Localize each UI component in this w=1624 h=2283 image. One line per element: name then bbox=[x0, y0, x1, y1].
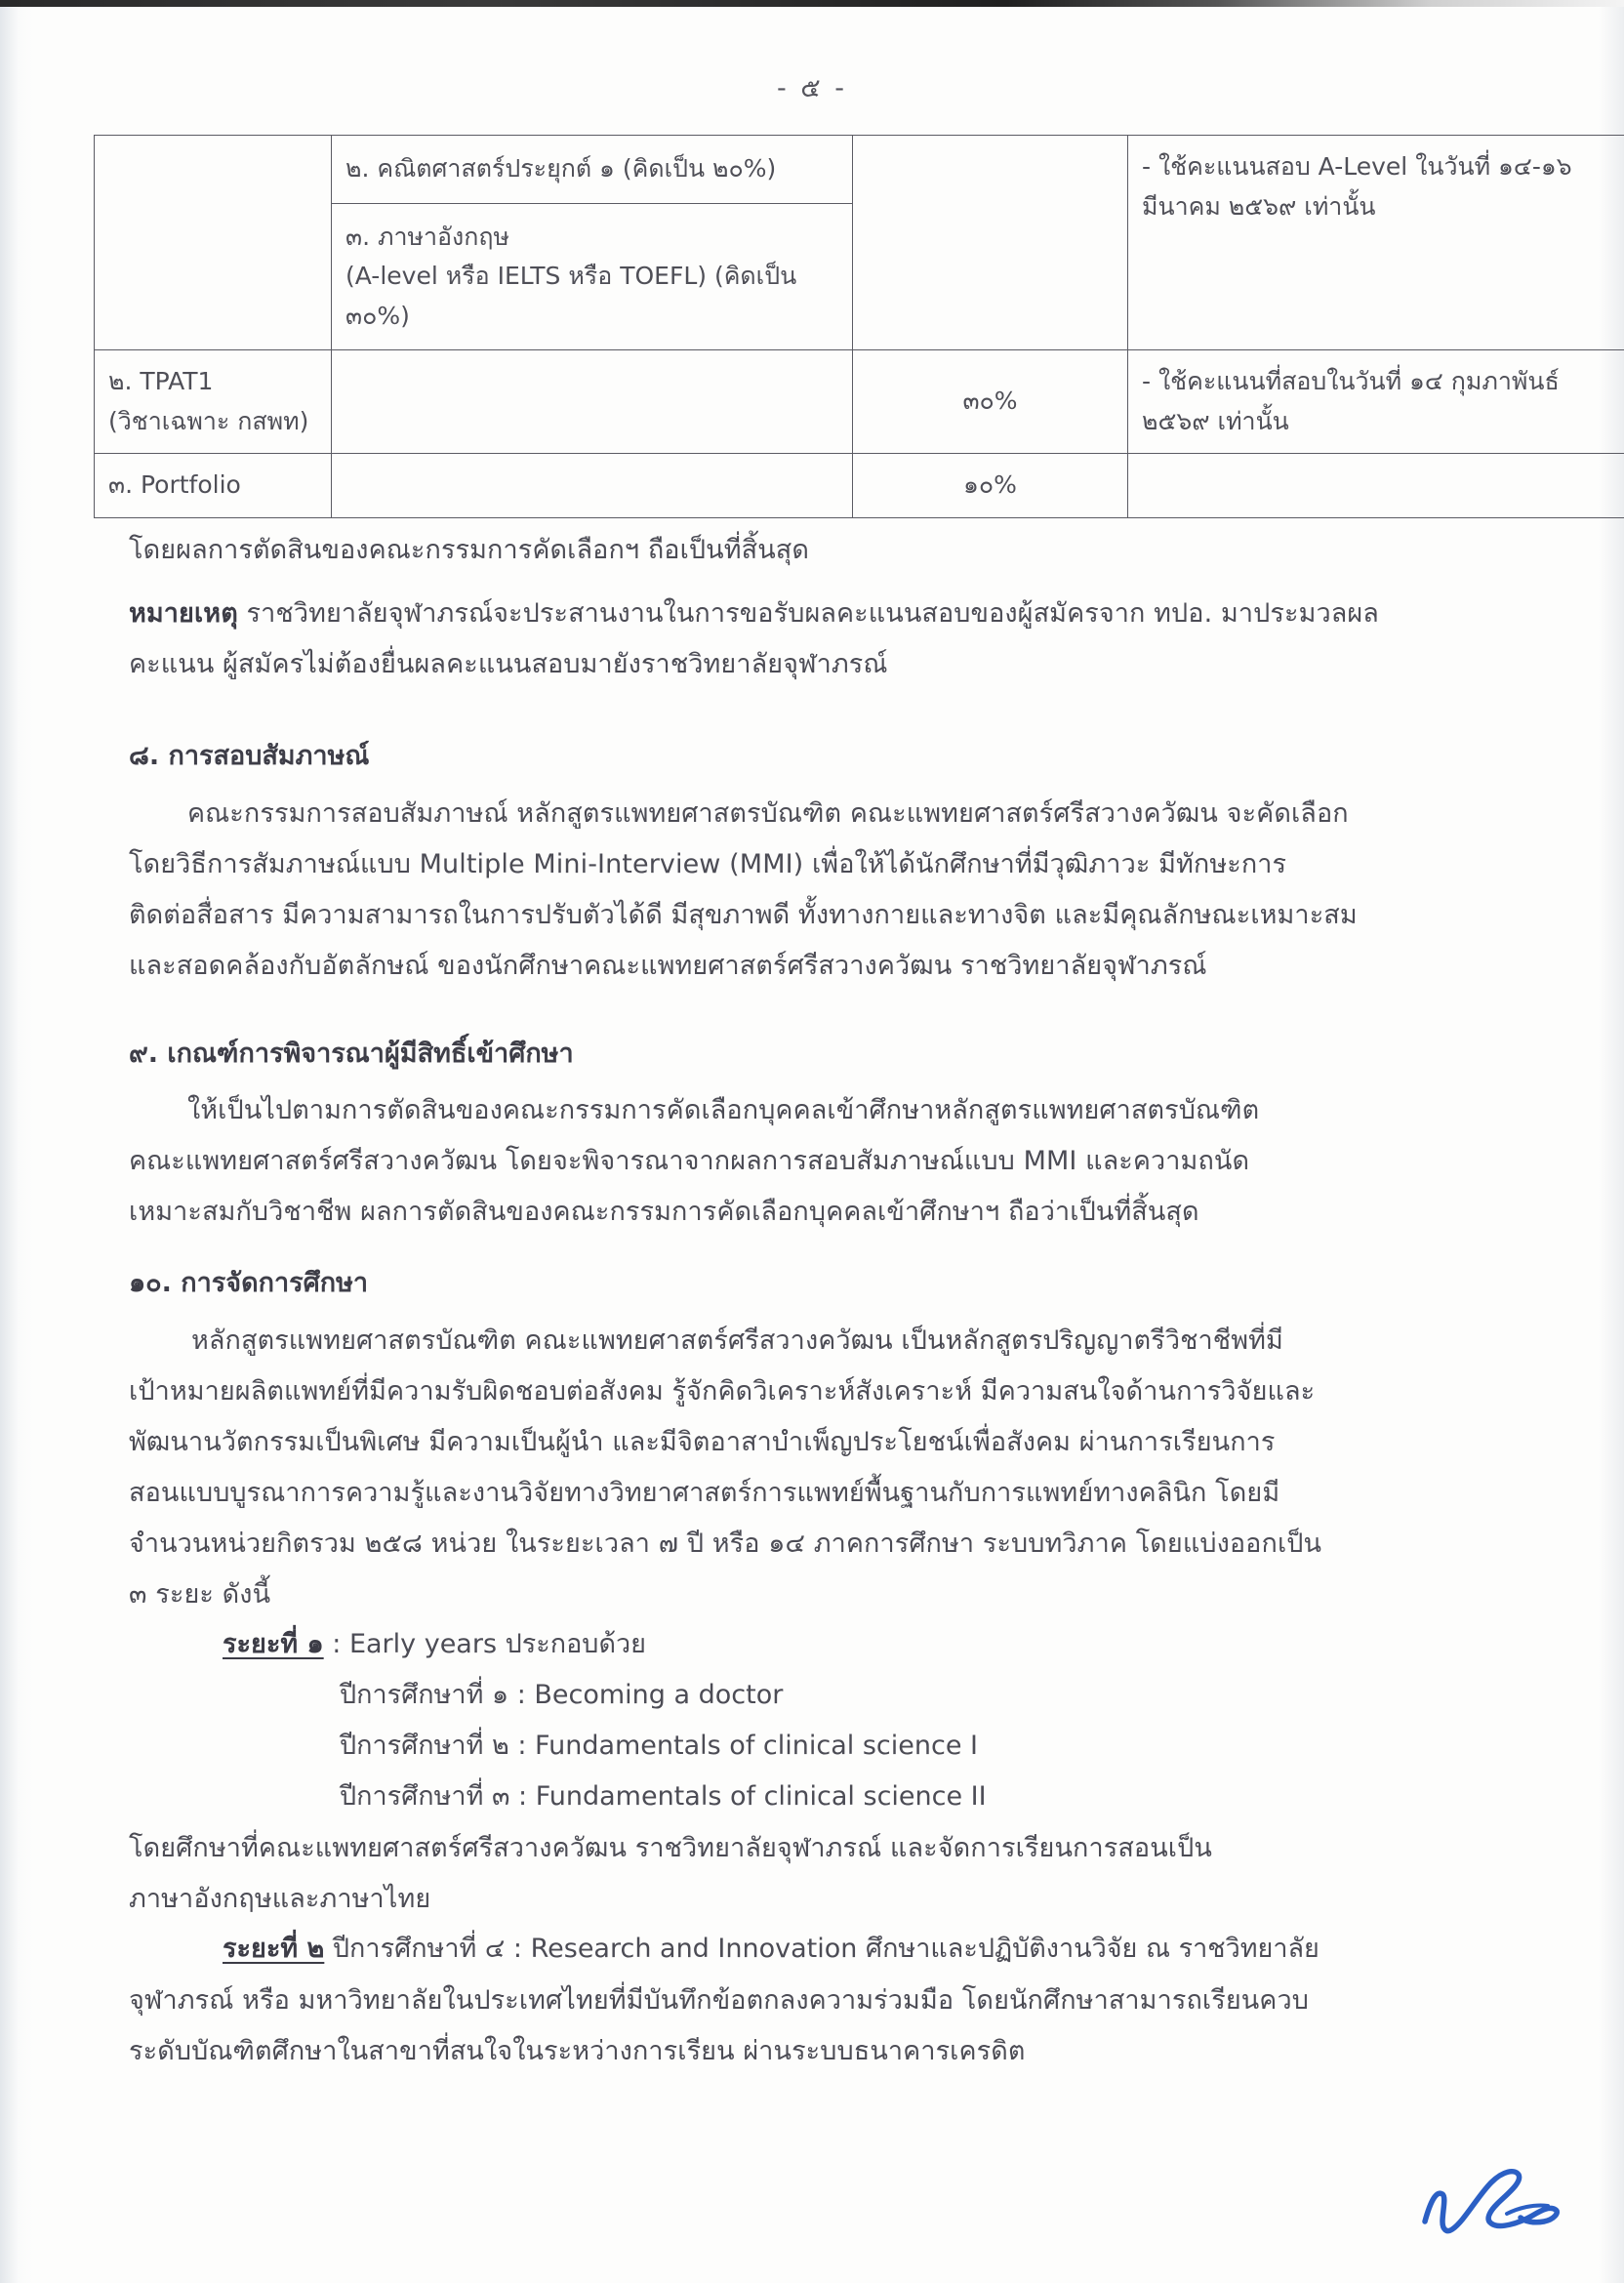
table-cell-weight-tpat1: ๓๐% bbox=[853, 350, 1128, 454]
table-cell-criterion-portfolio: ๓. Portfolio bbox=[95, 454, 332, 518]
section-9-line-2: คณะแพทยศาสตร์ศรีสวางควัฒน โดยจะพิจารณาจากผลการสอบสัมภาษณ์แบบ MMI และความถนัด bbox=[129, 1146, 1250, 1176]
table-cell-subject-math: ๒. คณิตศาสตร์ประยุกต์ ๑ (คิดเป็น ๒๐%) bbox=[332, 136, 853, 204]
section-8-line-3: ติดต่อสื่อสาร มีความสามารถในการปรับตัวได้ดี มีสุขภาพดี ทั้งทางกายและทางจิต และมีคุณลักษณะเหมาะสม bbox=[129, 900, 1358, 930]
section-8-line-2: โดยวิธีการสัมภาษณ์แบบ Multiple Mini-Interview (MMI) เพื่อให้ได้นักศึกษาที่มีวุฒิภาวะ มีทักษะการ bbox=[129, 849, 1287, 879]
section-10-line-5: จำนวนหน่วยกิตรวม ๒๕๘ หน่วย ในระยะเวลา ๗ ปี หรือ ๑๔ ภาคการศึกษา ระบบทวิภาค โดยแบ่งออกเป็น bbox=[129, 1529, 1322, 1559]
table-cell-note-tpat1: - ใช้คะแนนที่สอบในวันที่ ๑๔ กุมภาพันธ์ ๒๕๖๙ เท่านั้น bbox=[1128, 350, 1624, 454]
phase-1-header bbox=[223, 1620, 646, 1669]
table-cell-criterion-empty bbox=[95, 136, 332, 350]
section-10-line-6: ๓ ระยะ ดังนี้ bbox=[129, 1579, 271, 1610]
section-10-heading: ๑๐. การจัดการศึกษา bbox=[129, 1268, 369, 1298]
phase-2-header bbox=[223, 1925, 1320, 1974]
signature-ink bbox=[1413, 2161, 1589, 2249]
section-10-line-1: หลักสูตรแพทยศาสตรบัณฑิต คณะแพทยศาสตร์ศรีสวางควัฒน เป็นหลักสูตรปริญญาตรีวิชาชีพที่มี bbox=[191, 1325, 1283, 1356]
criterion-tpat1-line-1: ๒. TPAT1 bbox=[108, 367, 214, 395]
phase-2-line-2: จุฬาภรณ์ หรือ มหาวิทยาลัยในประเทศไทยที่มีบันทึกข้อตกลงความร่วมมือ โดยนักศึกษาสามารถเรียนควบ bbox=[129, 1985, 1309, 2016]
note-line-1: ราชวิทยาลัยจุฬาภรณ์จะประสานงานในการขอรับผลคะแนนสอบของผู้สมัครจาก ทปอ. มาประมวลผล bbox=[246, 598, 1379, 629]
note-block bbox=[129, 589, 1495, 639]
phase-2-label: ระยะที่ ๒ bbox=[223, 1934, 325, 1964]
phase-1-title: : Early years ประกอบด้วย bbox=[332, 1629, 646, 1659]
phase-1-spacer bbox=[324, 1629, 333, 1659]
phase-2-spacer bbox=[324, 1934, 333, 1964]
subject-english-line-2: (A-level หรือ IELTS หรือ TOEFL) (คิดเป็น ๓๐%) bbox=[345, 262, 797, 330]
note-spacer bbox=[238, 598, 247, 629]
section-9-heading: ๙. เกณฑ์การพิจารณาผู้มีสิทธิ์เข้าศึกษา bbox=[129, 1039, 574, 1069]
section-9-line-3: เหมาะสมกับวิชาชีพ ผลการตัดสินของคณะกรรมการคัดเลือกบุคคลเข้าศึกษาฯ ถือว่าเป็นที่สิ้นสุด bbox=[129, 1197, 1199, 1227]
phase-1-label: ระยะที่ ๑ bbox=[223, 1629, 324, 1659]
table-row bbox=[95, 350, 1624, 454]
phase-1-closing-line-1: โดยศึกษาที่คณะแพทยศาสตร์ศรีสวางควัฒน ราชวิทยาลัยจุฬาภรณ์ และจัดการเรียนการสอนเป็น bbox=[129, 1833, 1212, 1863]
section-10-line-4: สอนแบบบูรณาการความรู้และงานวิจัยทางวิทยาศาสตร์การแพทย์พื้นฐานกับการแพทย์ทางคลินิก โดยมี bbox=[129, 1478, 1280, 1508]
criterion-tpat1-line-2: (วิชาเฉพาะ กสพท) bbox=[108, 406, 309, 435]
table-cell-weight-portfolio: ๑๐% bbox=[853, 454, 1128, 518]
subject-english-line-1: ๓. ภาษาอังกฤษ bbox=[345, 222, 509, 251]
after-table-statement: โดยผลการตัดสินของคณะกรรมการคัดเลือกฯ ถือเป็นที่สิ้นสุด bbox=[129, 535, 809, 565]
table-cell-weight-empty bbox=[853, 136, 1128, 350]
table-cell-criterion-tpat1 bbox=[95, 350, 332, 454]
table-cell-subject-portfolio-empty bbox=[332, 454, 853, 518]
section-8-heading: ๘. การสอบสัมภาษณ์ bbox=[129, 741, 370, 771]
table-cell-subject-english bbox=[332, 203, 853, 350]
section-8-line-1: คณะกรรมการสอบสัมภาษณ์ หลักสูตรแพทยศาสตรบัณฑิต คณะแพทยศาสตร์ศรีสวางควัฒน จะคัดเลือก bbox=[187, 798, 1349, 829]
phase-1-year-1: ปีการศึกษาที่ ๑ : Becoming a doctor bbox=[340, 1680, 784, 1710]
section-9-line-1: ให้เป็นไปตามการตัดสินของคณะกรรมการคัดเลือกบุคคลเข้าศึกษาหลักสูตรแพทยศาสตรบัณฑิต bbox=[187, 1095, 1260, 1125]
table-cell-note-portfolio-empty bbox=[1128, 454, 1624, 518]
table-cell-note-alevel: - ใช้คะแนนสอบ A-Level ในวันที่ ๑๔-๑๖ มีนาคม ๒๕๖๙ เท่านั้น bbox=[1128, 136, 1624, 350]
note-label: หมายเหตุ bbox=[129, 598, 238, 629]
phase-1-closing-line-2: ภาษาอังกฤษและภาษาไทย bbox=[129, 1884, 431, 1914]
page-number: - ๕ - bbox=[776, 73, 848, 103]
section-10-line-3: พัฒนานวัตกรรมเป็นพิเศษ มีความเป็นผู้นำ และมีจิตอาสาบำเพ็ญประโยชน์เพื่อสังคม ผ่านการเรียนการ bbox=[129, 1427, 1276, 1457]
phase-2-line-3: ระดับบัณฑิตศึกษาในสาขาที่สนใจในระหว่างการเรียน ผ่านระบบธนาคารเครดิต bbox=[129, 2036, 1026, 2066]
phase-1-year-3: ปีการศึกษาที่ ๓ : Fundamentals of clinical science II bbox=[340, 1781, 987, 1812]
section-8-line-4: และสอดคล้องกับอัตลักษณ์ ของนักศึกษาคณะแพทยศาสตร์ศรีสวางควัฒน ราชวิทยาลัยจุฬาภรณ์ bbox=[129, 951, 1207, 981]
handwritten-signature bbox=[1413, 2161, 1589, 2249]
section-10-line-2: เป้าหมายผลิตแพทย์ที่มีความรับผิดชอบต่อสังคม รู้จักคิดวิเคราะห์สังเคราะห์ มีความสนใจด้านการวิจัยและ bbox=[129, 1376, 1316, 1406]
table-row bbox=[95, 136, 1624, 204]
table-cell-subject-tpat1-empty bbox=[332, 350, 853, 454]
note-line-2: คะแนน ผู้สมัครไม่ต้องยื่นผลคะแนนสอบมายังราชวิทยาลัยจุฬาภรณ์ bbox=[129, 649, 888, 679]
phase-1-year-2: ปีการศึกษาที่ ๒ : Fundamentals of clinical science I bbox=[340, 1731, 978, 1761]
score-criteria-table bbox=[94, 135, 1624, 518]
phase-2-line-1: ปีการศึกษาที่ ๔ : Research and Innovation ศึกษาและปฏิบัติงานวิจัย ณ ราชวิทยาลัย bbox=[332, 1934, 1320, 1964]
table-row bbox=[95, 454, 1624, 518]
